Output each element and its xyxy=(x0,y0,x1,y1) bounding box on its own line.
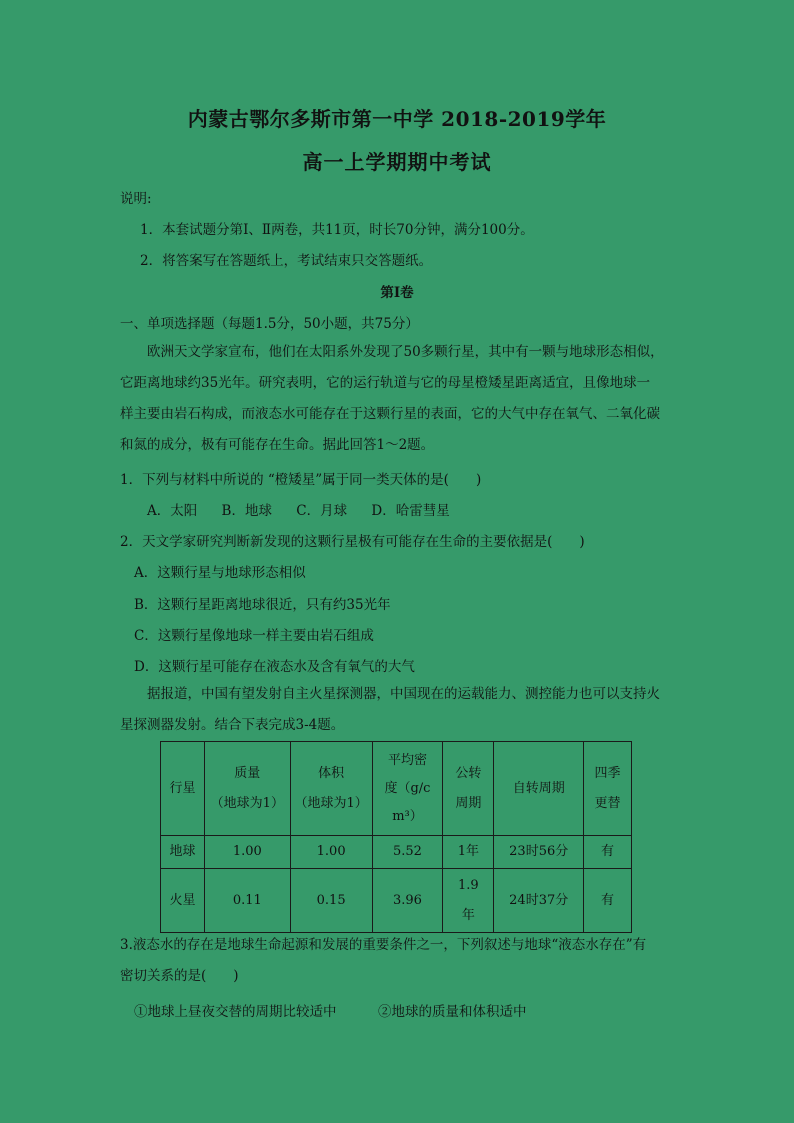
stem-line: 密切关系的是( ) xyxy=(120,968,239,984)
header-cell: 行星 xyxy=(161,742,205,836)
table-cell: 1年 xyxy=(443,836,494,869)
passage-line: 和氮的成分，极有可能存在生命。据此回答1～2题。 xyxy=(120,437,435,453)
table-cell: 3.96 xyxy=(372,869,443,933)
table-cell: 1.9 年 xyxy=(443,869,494,933)
table-cell: 5.52 xyxy=(372,836,443,869)
table-cell: 24时37分 xyxy=(494,869,584,933)
header-cell: 平均密 度（g/c m³） xyxy=(372,742,443,836)
table-row xyxy=(161,869,632,933)
question-1-stem: 1．下列与材料中所说的 “橙矮星”属于同一类天体的是( ) xyxy=(120,472,482,488)
option-a: A．这颗行星与地球形态相似 xyxy=(134,565,306,581)
header-cell: 自转周期 xyxy=(494,742,584,836)
volume-title: 第Ⅰ卷 xyxy=(380,285,414,301)
option-1: ①地球上昼夜交替的周期比较适中 xyxy=(134,1004,337,1020)
table-cell: 火星 xyxy=(161,869,205,933)
table-cell: 有 xyxy=(584,836,632,869)
question-1-options xyxy=(147,499,470,519)
table-cell: 1.00 xyxy=(204,836,290,869)
option-b: B．这颗行星距离地球很近，只有约35光年 xyxy=(134,597,391,613)
header-cell: 公转 周期 xyxy=(443,742,494,836)
option-c: C．这颗行星像地球一样主要由岩石组成 xyxy=(134,628,374,644)
table-cell: 23时56分 xyxy=(494,836,584,869)
option-c: C．月球 xyxy=(296,503,348,519)
note-item: 1．本套试题分第Ⅰ、Ⅱ两卷，共11页，时长70分钟，满分100分。 xyxy=(140,222,534,238)
header-cell: 四季 更替 xyxy=(584,742,632,836)
passage-line: 它距离地球约35光年。研究表明，它的运行轨道与它的母星橙矮星距离适宜，且像地球一 xyxy=(120,375,651,391)
table-cell: 有 xyxy=(584,869,632,933)
passage-2 xyxy=(120,679,660,741)
notes-label: 说明: xyxy=(120,191,152,207)
table-header-row xyxy=(161,742,632,836)
table-cell: 0.15 xyxy=(290,869,372,933)
question-2-stem: 2．天文学家研究判断新发现的这颗行星极有可能存在生命的主要依据是( ) xyxy=(120,534,585,550)
table-row xyxy=(161,836,632,869)
option-d: D．哈雷彗星 xyxy=(371,503,450,519)
note-item: 2．将答案写在答题纸上，考试结束只交答题纸。 xyxy=(140,253,433,269)
table-cell: 1.00 xyxy=(290,836,372,869)
table-cell: 0.11 xyxy=(204,869,290,933)
header-cell: 体积 （地球为1） xyxy=(290,742,372,836)
section-heading: 一、单项选择题（每题1.5分，50小题，共75分） xyxy=(120,316,419,332)
passage-line: 据报道，中国有望发射自主火星探测器，中国现在的运载能力、测控能力也可以支持火 xyxy=(147,686,660,702)
question-3-stem xyxy=(120,930,646,992)
planet-comparison-table xyxy=(160,741,632,933)
header-cell: 质量 （地球为1） xyxy=(204,742,290,836)
passage-line: 欧洲天文学家宣布，他们在太阳系外发现了50多颗行星，其中有一颗与地球形态相似， xyxy=(147,344,664,360)
passage-1 xyxy=(120,337,664,461)
option-2: ②地球的质量和体积适中 xyxy=(378,1004,527,1020)
exam-title: 内蒙古鄂尔多斯市第一中学 2018-2019学年 xyxy=(187,107,607,131)
stem-line: 3.液态水的存在是地球生命起源和发展的重要条件之一，下列叙述与地球“液态水存在”有 xyxy=(120,937,647,953)
option-a: A．太阳 xyxy=(147,503,198,519)
option-b: B．地球 xyxy=(221,503,272,519)
passage-line: 样主要由岩石构成，而液态水可能存在于这颗行星的表面，它的大气中存在氧气、二氧化碳 xyxy=(120,406,660,422)
table-cell: 地球 xyxy=(161,836,205,869)
exam-subtitle: 高一上学期期中考试 xyxy=(302,150,492,174)
passage-line: 星探测器发射。结合下表完成3-4题。 xyxy=(120,717,345,733)
option-d: D．这颗行星可能存在液态水及含有氧气的大气 xyxy=(134,659,415,675)
